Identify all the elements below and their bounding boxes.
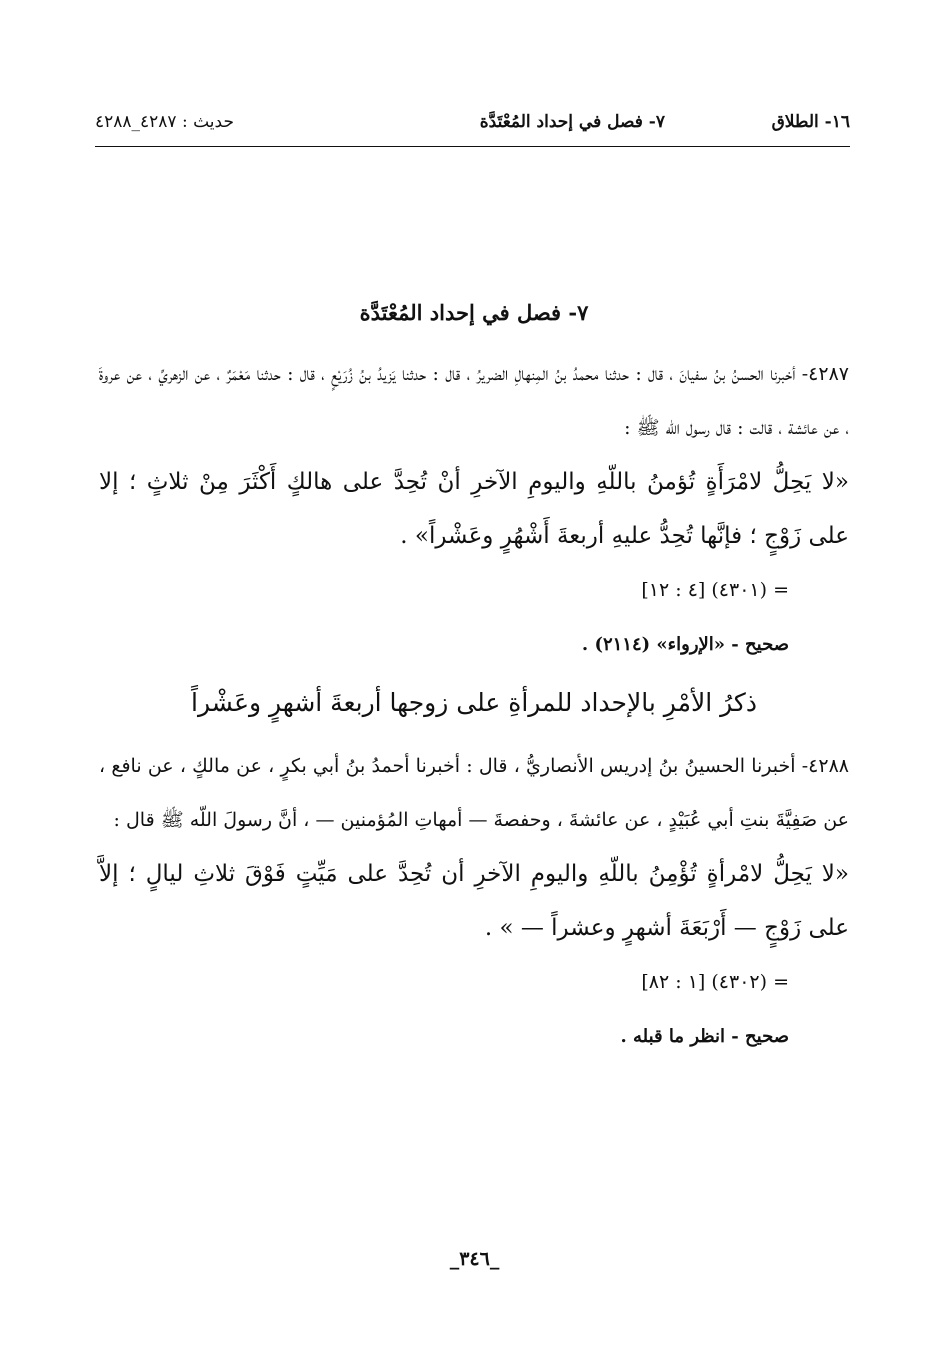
hadith-4287-matn: «لا يَحِلُّ لامْرَأَةٍ تُؤمنُ باللّهِ واليومِ الآخرِ أنْ تُحِدَّ على هالكٍ أَكْثَرَ مِنْ ثلاثٍ ؛ إلا على زَوْجٍ ؛ فإنَّها تُحِدُّ عليهِ أربعةَ أَشْهُرٍ وعَشْراً» . xyxy=(99,469,849,549)
page-body xyxy=(99,300,849,1065)
hadith-4288-matn: «لا يَحِلُّ لامْرأةٍ تُؤْمِنُ باللّهِ واليومِ الآخرِ أن تُحِدَّ على مَيِّتٍ فَوْقَ ثلاثِ ليالٍ ؛ إلاَّ على زَوْجٍ — أَرْبَعَةَ أشهرٍ وعشراً — » . xyxy=(99,861,850,941)
section-title: ٧- فصل في إحداد المُعْتَدَّة xyxy=(359,300,589,325)
header-section: ٧- فصل في إحداد المُعْتَدَّة xyxy=(479,112,665,132)
header-chapter: ١٦- الطلاق xyxy=(771,112,850,132)
hadith-4288-ref: = (٤٣٠٢) [١ : ٨٢] xyxy=(641,971,789,993)
running-header xyxy=(95,112,850,147)
page-number: _٣٤٦_ xyxy=(449,1248,500,1270)
hadith-4287-ref: = (٤٣٠١) [٤ : ١٢] xyxy=(641,579,789,601)
header-hadith-range: حديث : ٤٢٨٧_٤٢٨٨ xyxy=(95,112,234,132)
hadith-4287-grade: صحيح - «الإرواء» (٢١١٤) . xyxy=(581,634,789,655)
subheading: ذكرُ الأمْرِ بالإحداد للمرأةِ على زوجها أربعةَ أشهرٍ وعَشْراً xyxy=(191,688,757,717)
hadith-4288-grade: صحيح - انظر ما قبله . xyxy=(620,1026,789,1047)
hadith-4287-isnad: ٤٢٨٧- أخبرنا الحسنُ بنُ سفيانَ ، قال : حدثنا محمدُ بنُ المِنهالِ الضريرُ ، قال : حدثنا يَزيدُ بنُ زُرَيْعٍ ، قال : حدثنا مَعْمَرٌ ، عن الزهريِّ ، عن عروةَ ، عن عائشة ، قالت : قال رسول اللّه ﷺ : xyxy=(99,363,849,439)
hadith-4288-isnad: ٤٢٨٨- أخبرنا الحسينُ بنُ إدريس الأنصاريُّ ، قال : أخبرنا أحمدُ بنُ أبي بكرٍ ، عن مالكٍ ، عن نافع ، عن صَفِيَّةَ بنتِ أبي عُبَيْدٍ ، عن عائشةَ ، وحفصةَ — أمهاتِ المُؤمنين — ، أنَّ رسولَ اللّه ﷺ قال : xyxy=(99,755,849,831)
